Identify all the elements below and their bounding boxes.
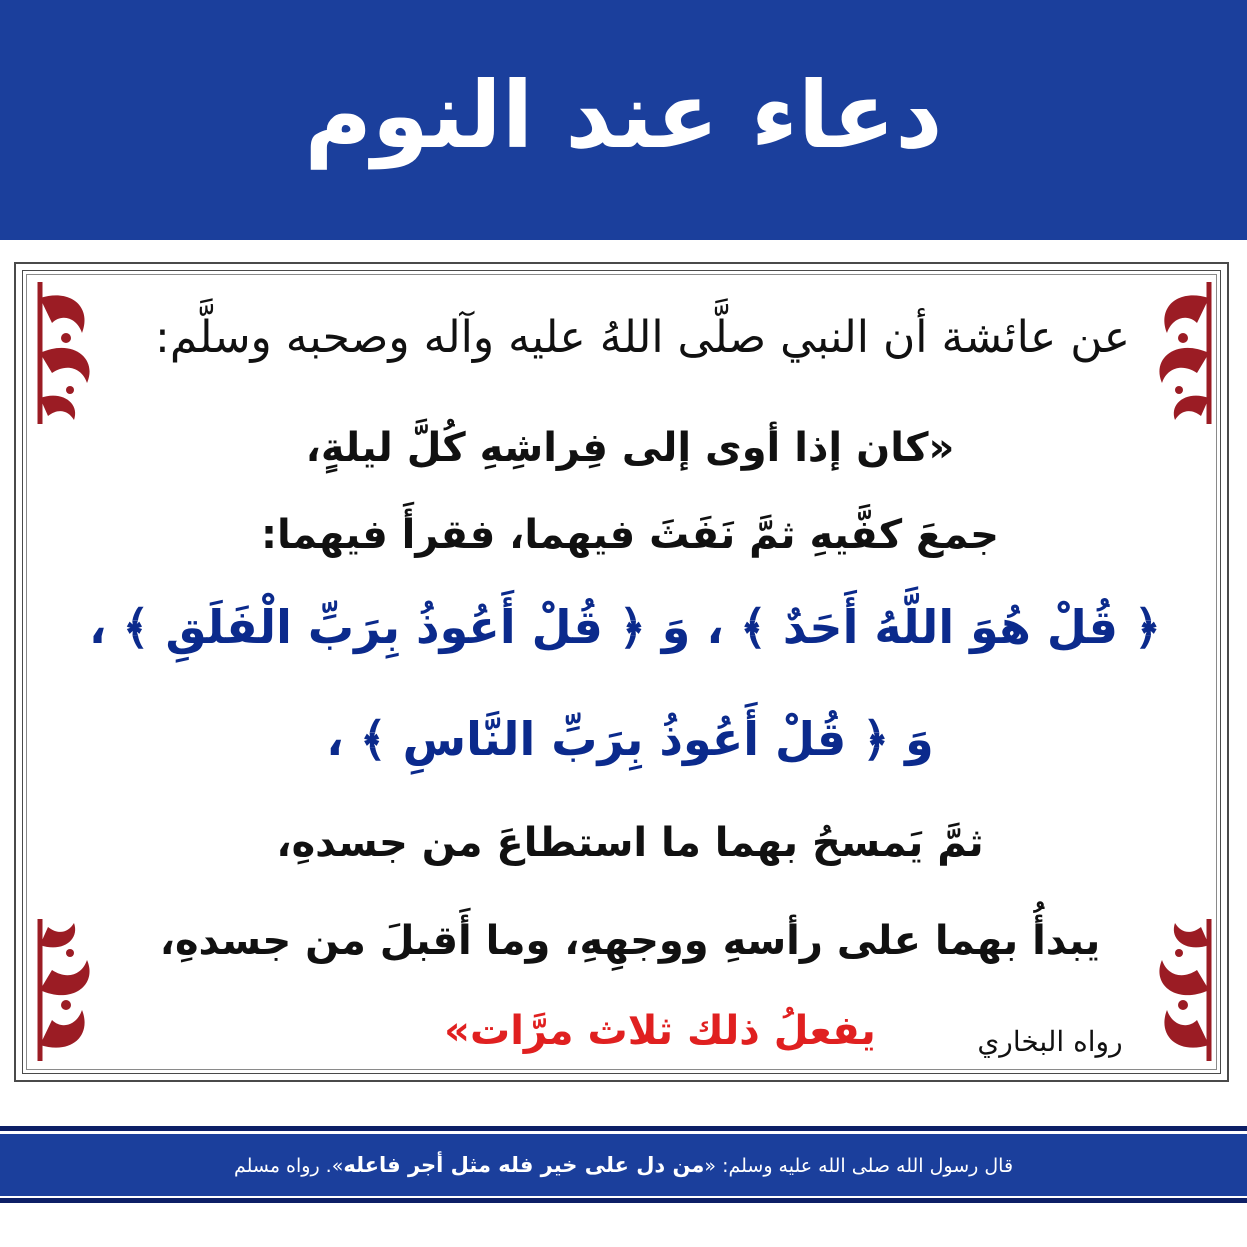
floral-corner-ornament-icon <box>1145 915 1217 1065</box>
floral-corner-ornament-icon <box>1145 278 1217 428</box>
hadith-line-2: جمعَ كفَّيهِ ثمَّ نَفَثَ فيهما، فقرأَ فيهما: <box>261 512 999 558</box>
quran-verses-line-1: ﴿ قُلْ هُوَ اللَّهُ أَحَدٌ ﴾ ، وَ ﴿ قُلْ أَعُوذُ بِرَبِّ الْفَلَقِ ﴾ ، <box>89 600 1161 654</box>
header-banner <box>0 0 1247 240</box>
page-title: دعاء عند النوم <box>304 61 943 169</box>
quran-verses-line-2: وَ ﴿ قُلْ أَعُوذُ بِرَبِّ النَّاسِ ﴾ ، <box>326 712 934 766</box>
footer-hadith <box>234 1153 1013 1177</box>
footer-banner <box>0 1134 1247 1196</box>
footer-prefix: قال رسول الله صلى الله عليه وسلم: « <box>704 1155 1014 1177</box>
footer-divider-top <box>0 1126 1247 1131</box>
hadith-line-1: «كان إذا أوى إلى فِراشِهِ كُلَّ ليلةٍ، <box>305 425 955 471</box>
footer-quote: من دل على خير فله مثل أجر فاعله <box>343 1153 705 1177</box>
hadith-source: رواه البخاري <box>977 1025 1123 1058</box>
hadith-narrator-intro: عن عائشة أن النبي صلَّى اللهُ عليه وآله وصحبه وسلَّم: <box>155 312 1130 363</box>
hadith-line-7-highlight: يفعلُ ذلك ثلاث مرَّات» <box>444 1008 876 1054</box>
floral-corner-ornament-icon <box>32 915 104 1065</box>
footer-suffix: ». رواه مسلم <box>233 1155 344 1177</box>
floral-corner-ornament-icon <box>32 278 104 428</box>
footer-divider-bottom <box>0 1198 1247 1203</box>
hadith-line-5: ثمَّ يَمسحُ بهما ما استطاعَ من جسدهِ، <box>276 820 984 866</box>
hadith-line-6: يبدأُ بهما على رأسهِ ووجهِهِ، وما أَقبلَ من جسدهِ، <box>159 918 1101 964</box>
